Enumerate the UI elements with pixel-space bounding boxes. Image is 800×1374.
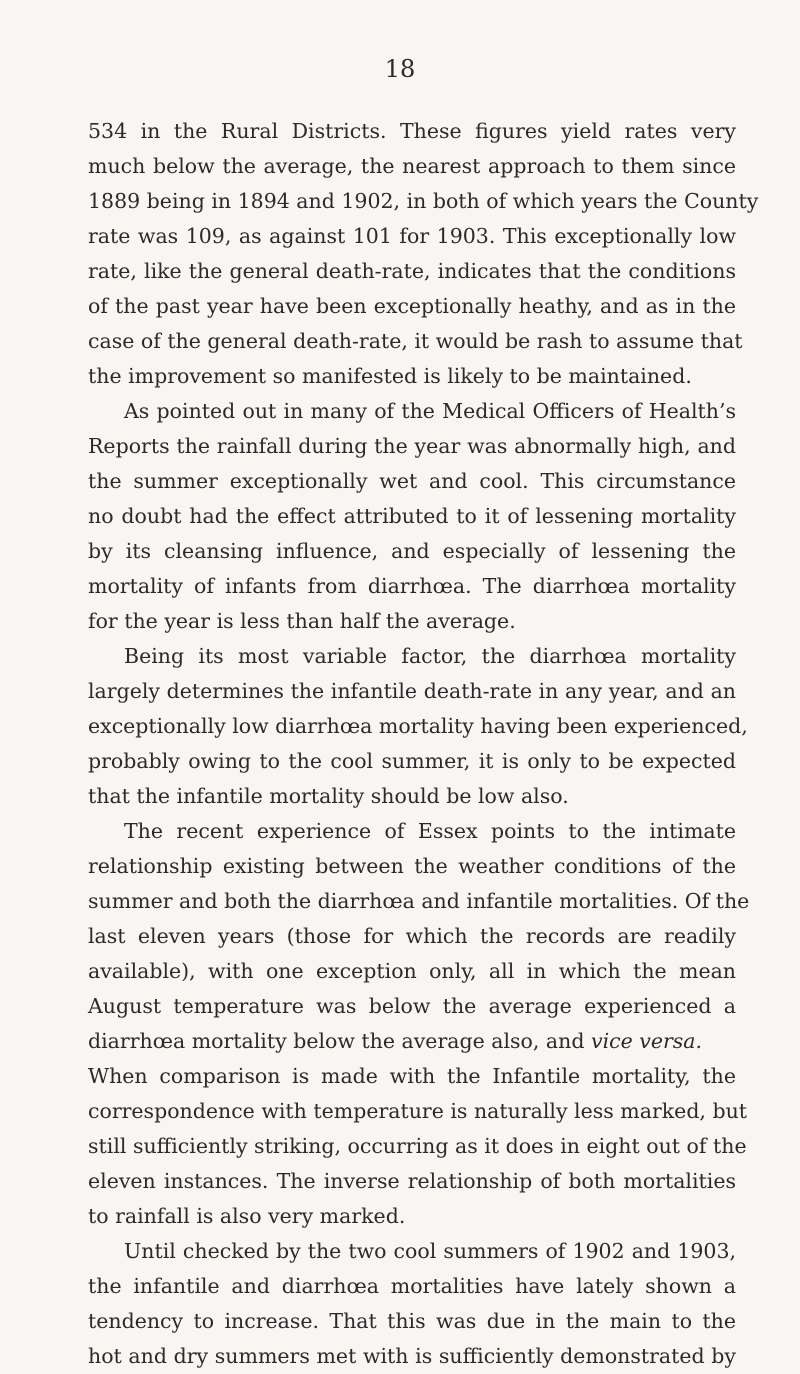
text-line: exceptionally low diarrhœa mortality having been experienced, (88, 714, 748, 738)
text-line: the summer exceptionally wet and cool. This circumstance (88, 469, 736, 493)
text-line: much below the average, the nearest approach to them since (88, 154, 736, 178)
text-line: Until checked by the two cool summers of 1902 and 1903, (124, 1239, 736, 1263)
text-line: no doubt had the effect attributed to it of lessening mortality (88, 504, 736, 528)
text-line: available), with one exception only, all in which the mean (88, 959, 736, 983)
text-line: Being its most variable factor, the diarrhœa mortality (124, 644, 736, 668)
text-line: August temperature was below the average experienced a (88, 994, 736, 1018)
text-line: rate was 109, as against 101 for 1903. This exceptionally low (88, 224, 736, 248)
italic-text: vice versa. (590, 1029, 703, 1053)
text-line (88, 1024, 736, 1059)
body-text (88, 114, 759, 1374)
text-line: tendency to increase. That this was due in the main to the (88, 1309, 736, 1333)
text-line: 534 in the Rural Districts. These figures yield rates very (88, 119, 736, 143)
text-line: summer and both the diarrhœa and infantile mortalities. Of the (88, 889, 750, 913)
text-line: that the infantile mortality should be low also. (88, 784, 569, 808)
text-line: correspondence with temperature is naturally less marked, but (88, 1099, 748, 1123)
text-line: When comparison is made with the Infantile mortality, the (88, 1064, 736, 1088)
text-line: eleven instances. The inverse relationship of both mortalities (88, 1169, 736, 1193)
text-line: largely determines the infantile death-rate in any year, and an (88, 679, 736, 703)
text-line: the improvement so manifested is likely to be maintained. (88, 364, 692, 388)
text-line: still sufficiently striking, occurring as it does in eight out of the (88, 1134, 747, 1158)
text-line: for the year is less than half the average. (88, 609, 516, 633)
text-line: case of the general death-rate, it would be rash to assume that (88, 329, 743, 353)
text-line: probably owing to the cool summer, it is only to be expected (88, 749, 736, 773)
text-line: As pointed out in many of the Medical Officers of Health’s (124, 399, 736, 423)
text-line: mortality of infants from diarrhœa. The diarrhœa mortality (88, 574, 736, 598)
text-line: The recent experience of Essex points to the intimate (124, 819, 736, 843)
text-line: of the past year have been exceptionally heathy, and as in the (88, 294, 736, 318)
text-line: the infantile and diarrhœa mortalities have lately shown a (88, 1274, 736, 1298)
text-line: rate, like the general death-rate, indicates that the conditions (88, 259, 736, 283)
text-line: relationship existing between the weather conditions of the (88, 854, 736, 878)
text-line: 1889 being in 1894 and 1902, in both of which years the County (88, 189, 759, 213)
page-number: 18 (384, 55, 416, 83)
text-line: to rainfall is also very marked. (88, 1204, 406, 1228)
text-line: last eleven years (those for which the records are readily (88, 924, 736, 948)
text-line: hot and dry summers met with is sufficiently demonstrated by (88, 1344, 736, 1368)
text-line: by its cleansing influence, and especially of lessening the (88, 539, 736, 563)
text-line: Reports the rainfall during the year was abnormally high, and (88, 434, 736, 458)
text-run: diarrhœa mortality below the average also, and (88, 1029, 591, 1053)
